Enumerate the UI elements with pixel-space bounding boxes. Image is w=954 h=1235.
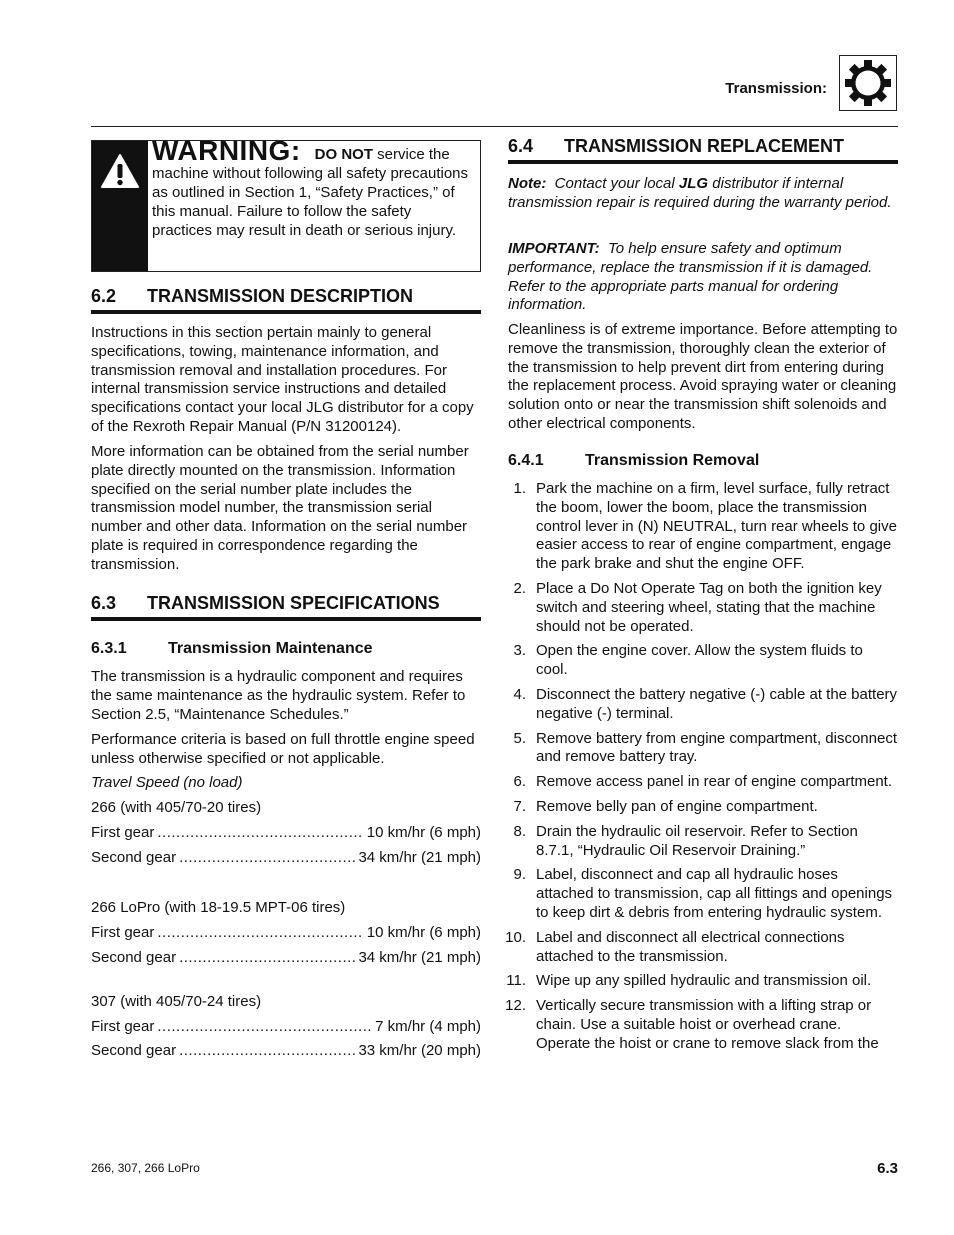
list-item xyxy=(505,928,898,967)
spec-label: First gear xyxy=(91,924,155,941)
list-item xyxy=(508,686,898,724)
spec-row xyxy=(91,1042,481,1060)
note-label: Note: xyxy=(508,175,547,192)
paragraph: Performance criteria is based on full throttle engine speed unless otherwise specified or not applicable. xyxy=(91,731,475,767)
step-number: 9. xyxy=(513,866,526,884)
step-number: 5. xyxy=(513,729,526,747)
leader-dots xyxy=(157,1018,372,1036)
list-item xyxy=(508,823,898,861)
note-paragraph xyxy=(508,175,898,213)
step-number: 1. xyxy=(513,480,526,497)
section-title: TRANSMISSION SPECIFICATIONS xyxy=(147,593,440,613)
paragraph: Instructions in this section pertain mainly to general specifications, towing, maintenance information, and transmission removal and installation procedures. For internal transmission service instructions and detailed specifications contact your local JLG distributor for a copy of the Rexroth Repair Manual (P/N 31200124). xyxy=(91,324,474,435)
note-brand: JLG xyxy=(678,175,709,192)
step-number: 12. xyxy=(505,997,526,1015)
spec-model: 266 (with 405/70-20 tires) xyxy=(91,799,262,816)
header-rule xyxy=(91,126,898,127)
step-text: Open the engine cover. Allow the system fluids to cool. xyxy=(536,642,863,679)
section-title: TRANSMISSION DESCRIPTION xyxy=(147,286,414,306)
subsection-number: 6.4.1 xyxy=(508,452,544,469)
exclamation-triangle-icon xyxy=(100,153,140,189)
warning-text xyxy=(152,135,474,240)
note-text-pre: Contact your local xyxy=(554,175,675,192)
step-text: Drain the hydraulic oil reservoir. Refer to Section 8.7.1, “Hydraulic Oil Reservoir Draining.” xyxy=(536,822,858,859)
subsection-title: Transmission Maintenance xyxy=(168,640,373,657)
list-item xyxy=(508,798,898,817)
leader-dots xyxy=(179,1042,355,1060)
section-number: 6.2 xyxy=(91,286,117,306)
section-header-label: Transmission: xyxy=(725,80,827,97)
spec-value: 34 km/hr (21 mph) xyxy=(358,949,481,966)
step-text: Disconnect the battery negative (-) cable at the battery negative (-) terminal. xyxy=(536,685,898,722)
warning-body: service the machine without following all safety precautions as outlined in Section 1, “Safety Practices,” of this manual. Failure to follow the safety practices may result in death or serious injury. xyxy=(152,146,469,239)
step-number: 10. xyxy=(505,928,526,946)
spec-label: First gear xyxy=(91,824,155,841)
step-text: Remove belly pan of engine compartment. xyxy=(536,797,818,815)
section-number: 6.3 xyxy=(91,593,117,613)
page-number: 6.3 xyxy=(877,1160,898,1177)
warning-title: WARNING: xyxy=(152,135,301,166)
step-number: 4. xyxy=(513,685,526,703)
step-number: 3. xyxy=(513,642,526,660)
subsection-6-3-1-heading xyxy=(91,640,373,658)
leader-dots xyxy=(179,949,355,967)
step-text: Label, disconnect and cap all hydraulic hoses attached to transmission, cap all fittings and openings to keep dirt & debris from entering hydraulic system. xyxy=(536,866,893,921)
note-text-post: distributor if internal transmission repair is required during the warranty period. xyxy=(508,175,892,211)
travel-speed-label: Travel Speed (no load) xyxy=(91,774,243,791)
important-text: To help ensure safety and optimum performance, replace the transmission if it is damaged. Refer to the appropriate parts manual for ordering information. xyxy=(508,240,873,314)
list-item xyxy=(505,997,898,1053)
step-text: Label and disconnect all electrical connections attached to the transmission. xyxy=(536,928,845,965)
heading-rule xyxy=(508,160,898,164)
spec-model: 266 LoPro (with 18-19.5 MPT-06 tires) xyxy=(91,899,346,916)
section-icon-box xyxy=(839,55,897,111)
leader-dots xyxy=(157,824,363,842)
step-text: Wipe up any spilled hydraulic and transmission oil. xyxy=(536,972,872,990)
step-number: 8. xyxy=(513,822,526,840)
paragraph: Cleanliness is of extreme importance. Before attempting to remove the transmission, thoroughly clean the exterior of the transmission to help prevent dirt from entering during the replacement process. Avoid spraying water or cleaning solution onto or near the transmission shift solenoids and other electrical components. xyxy=(508,321,898,432)
list-item xyxy=(508,480,898,574)
step-text: Remove access panel in rear of engine compartment. xyxy=(536,773,893,791)
section-6-3-heading xyxy=(91,593,440,614)
subsection-6-4-1-heading xyxy=(508,452,759,470)
list-item xyxy=(508,580,898,636)
warning-bar xyxy=(92,141,148,271)
list-item xyxy=(508,972,898,991)
spec-row xyxy=(91,824,481,842)
spec-row xyxy=(91,1018,481,1036)
step-number: 2. xyxy=(513,579,526,597)
spec-label: Second gear xyxy=(91,849,177,866)
step-number: 6. xyxy=(513,773,526,791)
spec-row xyxy=(91,849,481,867)
gear-icon xyxy=(843,58,893,108)
spec-label: Second gear xyxy=(91,1042,177,1059)
step-text: Park the machine on a firm, level surface, fully retract the boom, lower the boom, place the transmission control lever in (N) NEUTRAL, turn rear wheels to give easier access to rear of engine compartment, engage the park brake and shut the engine OFF. xyxy=(536,480,897,573)
warning-box xyxy=(91,135,481,272)
section-6-4-heading xyxy=(508,136,844,157)
paragraph: More information can be obtained from the serial number plate directly mounted on the transmission. Information specified on the serial number plate includes the transmission model number, the transmission serial number and other data. Information on the serial number plate is required in correspondence regarding the transmission. xyxy=(91,443,469,573)
spec-label: First gear xyxy=(91,1018,155,1035)
leader-dots xyxy=(157,924,363,942)
subsection-number: 6.3.1 xyxy=(91,640,127,657)
spec-value: 10 km/hr (6 mph) xyxy=(366,824,481,841)
section-6-2-heading xyxy=(91,286,413,307)
step-number: 11. xyxy=(506,972,526,990)
step-text: Remove battery from engine compartment, disconnect and remove battery tray. xyxy=(536,729,898,766)
warning-do-not: DO NOT xyxy=(314,146,373,163)
step-text: Vertically secure transmission with a lifting strap or chain. Use a suitable hoist or overhead crane. Operate the hoist or crane to remove slack from the xyxy=(536,997,879,1052)
footer-models: 266, 307, 266 LoPro xyxy=(91,1161,200,1175)
spec-value: 34 km/hr (21 mph) xyxy=(358,849,481,866)
spec-value: 33 km/hr (20 mph) xyxy=(358,1042,481,1059)
important-label: IMPORTANT: xyxy=(508,240,600,257)
step-number: 7. xyxy=(513,797,526,815)
spec-model: 307 (with 405/70-24 tires) xyxy=(91,993,262,1010)
list-item xyxy=(508,730,898,768)
paragraph: The transmission is a hydraulic component and requires the same maintenance as the hydraulic system. Refer to Section 2.5, “Maintenance Schedules.” xyxy=(91,668,466,723)
removal-steps-list xyxy=(505,480,898,1060)
spec-row xyxy=(91,924,481,942)
leader-dots xyxy=(179,849,355,867)
important-paragraph xyxy=(508,240,898,315)
spec-value: 7 km/hr (4 mph) xyxy=(375,1018,481,1035)
spec-value: 10 km/hr (6 mph) xyxy=(366,924,481,941)
heading-rule xyxy=(91,310,481,314)
subsection-title: Transmission Removal xyxy=(585,452,760,469)
step-text: Place a Do Not Operate Tag on both the ignition key switch and steering wheel, stating that the machine should not be operated. xyxy=(536,579,882,635)
list-item xyxy=(508,773,898,792)
section-title: TRANSMISSION REPLACEMENT xyxy=(564,136,845,156)
spec-row xyxy=(91,949,481,967)
list-item xyxy=(508,866,898,922)
heading-rule xyxy=(91,617,481,621)
list-item xyxy=(508,642,898,680)
spec-label: Second gear xyxy=(91,949,177,966)
section-number: 6.4 xyxy=(508,136,534,156)
